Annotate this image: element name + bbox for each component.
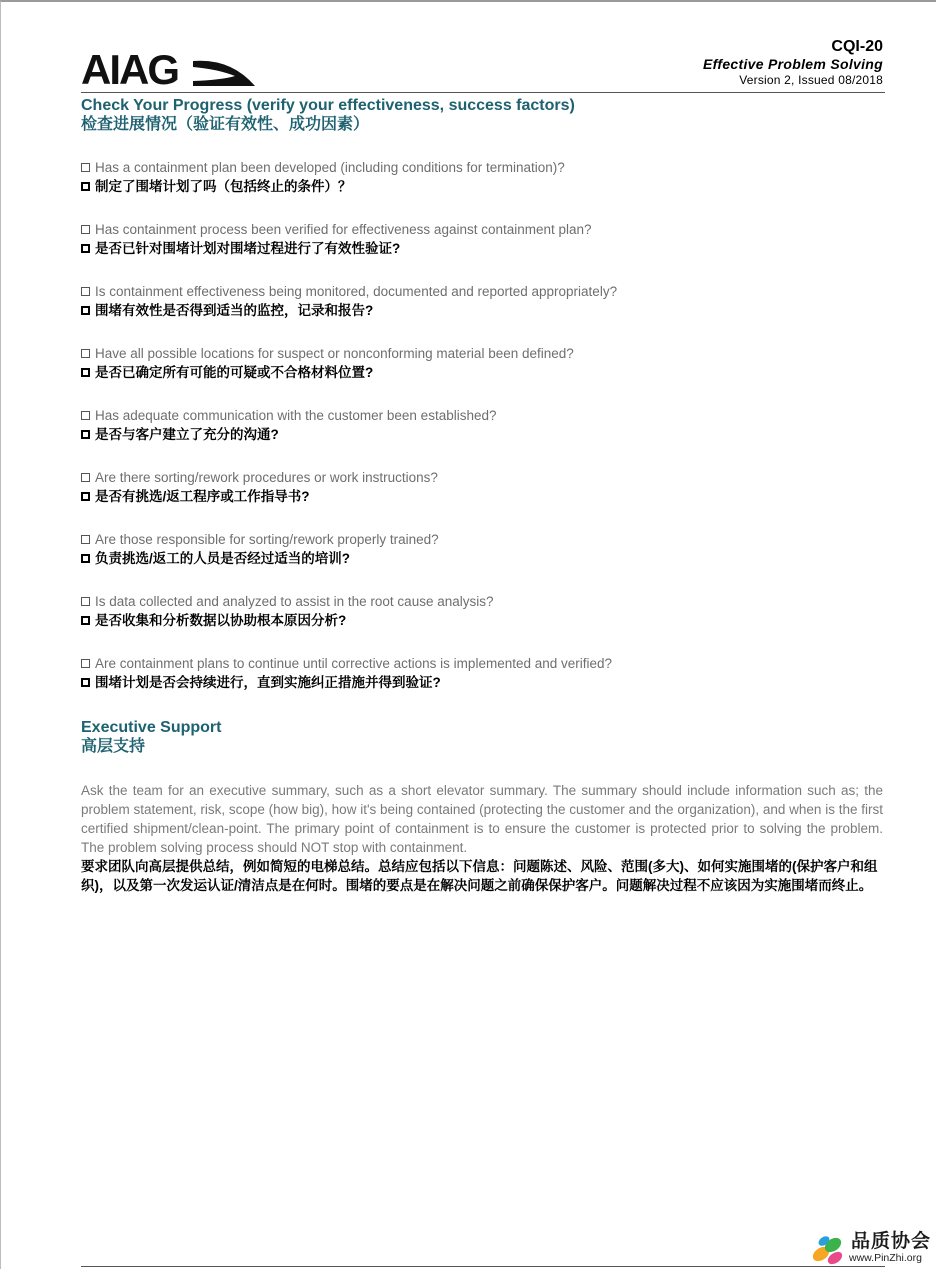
checkbox-icon[interactable] xyxy=(81,678,90,687)
checkbox-icon[interactable] xyxy=(81,225,90,234)
body-zh: 要求团队向高层提供总结，例如简短的电梯总结。总结应包括以下信息：问题陈述、风险、范围(多大)、如何实施围堵的(保护客户和组织)，以及第一次发运认证/清洁点是在何时。围堵的要点是在解决问题之前确保保护客户。问题解决过程不应该因为实施围堵而终止。 xyxy=(81,859,878,893)
checklist-item xyxy=(81,468,901,530)
item-zh: 负责挑选/返工的人员是否经过适当的培训? xyxy=(95,551,350,566)
checkbox-icon[interactable] xyxy=(81,535,90,544)
checkbox-icon[interactable] xyxy=(81,659,90,668)
item-zh: 制定了围堵计划了吗（包括终止的条件）？ xyxy=(95,179,352,194)
watermark-url: www.PinZhi.org xyxy=(849,1252,922,1264)
checkbox-icon[interactable] xyxy=(81,430,90,439)
checklist-item xyxy=(81,654,901,716)
checkbox-icon[interactable] xyxy=(81,306,90,315)
item-en: Are those responsible for sorting/rework properly trained? xyxy=(95,532,439,547)
checkbox-icon[interactable] xyxy=(81,616,90,625)
checklist-item xyxy=(81,158,901,220)
checklist xyxy=(81,158,901,716)
watermark xyxy=(811,1230,936,1268)
watermark-name: 品质协会 xyxy=(851,1230,932,1252)
page-header xyxy=(81,2,885,93)
item-zh: 是否收集和分析数据以协助根本原因分析? xyxy=(95,613,347,628)
footer-divider xyxy=(81,1266,885,1267)
item-zh: 是否已针对围堵计划对围堵过程进行了有效性验证? xyxy=(95,241,401,256)
checkbox-icon[interactable] xyxy=(81,473,90,482)
heading-en: Check Your Progress (verify your effectiveness, success factors) xyxy=(81,97,575,114)
document-id xyxy=(703,38,883,88)
item-en: Is containment effectiveness being monitored, documented and reported appropriately? xyxy=(95,284,618,299)
item-zh: 是否已确定所有可能的可疑或不合格材料位置? xyxy=(95,365,374,380)
item-en: Have all possible locations for suspect or nonconforming material been defined? xyxy=(95,346,574,361)
checkbox-icon[interactable] xyxy=(81,492,90,501)
checklist-item xyxy=(81,344,901,406)
checkbox-icon[interactable] xyxy=(81,182,90,191)
doc-code: CQI-20 xyxy=(831,38,883,55)
checklist-item xyxy=(81,530,901,592)
checklist-item xyxy=(81,220,901,282)
checkbox-icon[interactable] xyxy=(81,554,90,563)
body-en: Ask the team for an executive summary, such as a short elevator summary. The summary should include information such as; the problem statement, risk, scope (how big), how it's being contained (protecting the customer and the organization), and when is the first certified shipment/clean-point. The primary point of containment is to ensure the customer is protected prior to solving the problem. The problem solving process should NOT stop with containment. xyxy=(81,783,883,855)
heading-zh: 高层支持 xyxy=(81,738,146,755)
executive-support-heading xyxy=(81,718,221,757)
item-zh: 围堵有效性是否得到适当的监控，记录和报告? xyxy=(95,303,374,318)
checklist-item xyxy=(81,406,901,468)
checkbox-icon[interactable] xyxy=(81,411,90,420)
item-en: Are containment plans to continue until corrective actions is implemented and verified? xyxy=(95,656,613,671)
checkbox-icon[interactable] xyxy=(81,244,90,253)
svg-text:AIAG: AIAG xyxy=(81,50,178,90)
aiag-logo xyxy=(81,50,261,90)
checkbox-icon[interactable] xyxy=(81,349,90,358)
checkbox-icon[interactable] xyxy=(81,597,90,606)
item-zh: 是否有挑选/返工程序或工作指导书? xyxy=(95,489,310,504)
checklist-item xyxy=(81,282,901,344)
checkbox-icon[interactable] xyxy=(81,287,90,296)
item-zh: 围堵计划是否会持续进行，直到实施纠正措施并得到验证? xyxy=(95,675,441,690)
item-zh: 是否与客户建立了充分的沟通? xyxy=(95,427,279,442)
doc-version: Version 2, Issued 08/2018 xyxy=(739,73,883,87)
item-en: Are there sorting/rework procedures or work instructions? xyxy=(95,470,438,485)
item-en: Has containment process been verified for effectiveness against containment plan? xyxy=(95,222,592,237)
heading-en: Executive Support xyxy=(81,719,222,736)
item-en: Has adequate communication with the customer been established? xyxy=(95,408,497,423)
item-en: Is data collected and analyzed to assist in the root cause analysis? xyxy=(95,594,494,609)
check-progress-heading xyxy=(81,96,575,135)
doc-title: Effective Problem Solving xyxy=(703,56,883,72)
heading-zh: 检查进展情况（验证有效性、成功因素） xyxy=(81,116,370,133)
executive-support-body xyxy=(81,781,883,895)
checkbox-icon[interactable] xyxy=(81,368,90,377)
checklist-item xyxy=(81,592,901,654)
item-en: Has a containment plan been developed (including conditions for termination)? xyxy=(95,160,565,175)
checkbox-icon[interactable] xyxy=(81,163,90,172)
pinzhi-logo-icon xyxy=(811,1232,847,1266)
